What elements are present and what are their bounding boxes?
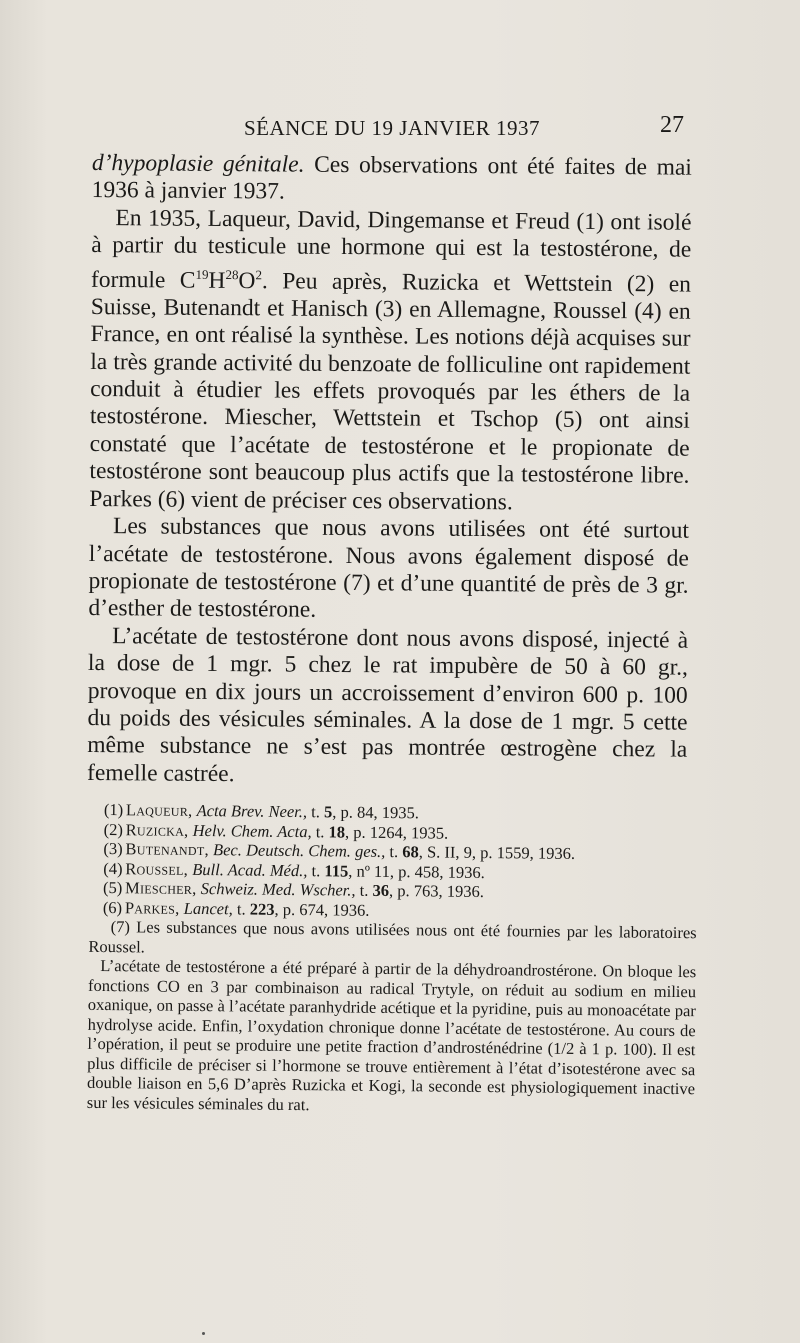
footnote-author: Laqueur, bbox=[125, 800, 193, 820]
footnote-7-first-paragraph bbox=[88, 917, 696, 962]
footnote-number: (4) bbox=[103, 858, 123, 878]
footnote-7 bbox=[86, 917, 697, 1118]
footnote-volume-prefix: t. bbox=[306, 802, 325, 822]
footnote-author: Miescher, bbox=[124, 878, 197, 898]
footnote-volume: 18 bbox=[328, 821, 346, 842]
footnote-author: Ruzicka, bbox=[125, 819, 189, 840]
footnote-rest: , p. 1264, 1935. bbox=[345, 822, 449, 843]
footnote-journal: Helv. Chem. Acta, bbox=[192, 820, 312, 841]
formula-sup-carbon: 19 bbox=[195, 266, 209, 282]
footnote-journal: Schweiz. Med. Wscher., bbox=[200, 879, 356, 900]
running-head: SÉANCE DU 19 JANVIER 1937 bbox=[244, 116, 540, 140]
footnote-author: Butenandt, bbox=[125, 839, 210, 860]
footnote-volume: 36 bbox=[372, 880, 390, 900]
footnote-journal: Acta Brev. Neer., bbox=[196, 800, 308, 822]
paragraph-1 bbox=[92, 150, 692, 210]
footnote-7-line: Les substances que nous avons utilisées nous ont été fournies par les laboratoires Roussel. bbox=[88, 917, 697, 956]
formula-sup-oxygen: 2 bbox=[255, 266, 263, 282]
paragraph-2-text-d: . Peu après, Ruzicka et Wettstein (2) en Suisse, Butenandt et Hanisch (3) en Allemagne, Roussel (4) en France, en ont réalisé la synthèse. Les notions déjà acquises sur la très grande activité du benzoate de folliculine ont rapidement conduit à étudier les effets provoqués par les éthers de la testostérone. Miescher, Wettstein et Tschop (5) ont ainsi constaté que l’acétate de testostérone et le propionate de testostérone sont beaucoup plus actifs que la testostérone libre. Parkes (6) vient de préciser ces observations. bbox=[89, 267, 692, 516]
footnote-7-paragraph: L’acétate de testostérone a été préparé à partir de la déhydroandrostérone. On bloque les fonctions CO en 3 par combinaison au radical Trytyle, on réduit au sodium en milieu oxanique, on passe à l’acétate paranhydride acétique et la pyridine, puis au monoacétate par hydrolyse acide. Enfin, l’oxydation chronique donne l’acétate de testostérone. Au cours de l’opération, il peut se produire une petite fraction d’androsténédrine (1/2 à 1 p. 100). Il est plus difficile de préciser si l’hormone se trouve entièrement à l’état d’isotestérone avec sa double liaison en 5,6 D’après Ruzicka et Kogi, la seconde est physiologiquement inactive sur les vésicules séminales du rat. bbox=[86, 955, 697, 1114]
paragraph-2 bbox=[89, 205, 691, 518]
page-header bbox=[92, 112, 684, 144]
footnote-number: (1) bbox=[103, 800, 124, 820]
footnote-journal: Bull. Acad. Méd., bbox=[192, 859, 308, 880]
footnote-journal: Bec. Deutsch. Chem. ges., bbox=[212, 840, 386, 861]
footnote-volume-prefix: t. bbox=[307, 860, 325, 880]
formula-o: O bbox=[238, 267, 256, 294]
footnotes bbox=[86, 800, 698, 1118]
italic-phrase: d’hypoplasie génitale. bbox=[91, 150, 305, 178]
footnote-number: (5) bbox=[102, 877, 123, 898]
print-speck bbox=[202, 1332, 205, 1335]
footnote-rest: , nº 11, p. 458, 1936. bbox=[348, 861, 485, 882]
footnote-author: Parkes, bbox=[124, 897, 180, 918]
formula-h: H bbox=[208, 267, 226, 294]
footnote-rest: , p. 674, 1936. bbox=[274, 899, 370, 920]
footnote-rest: , p. 763, 1936. bbox=[388, 880, 485, 901]
footnote-volume: 5 bbox=[323, 802, 333, 822]
paragraph-2-text-a: En 1935, Laqueur, David, Dingemanse et Freud (1) ont isolé à partir du testicule une hormone qui est la testostérone, de formule C bbox=[90, 204, 692, 294]
formula-sup-hydrogen: 28 bbox=[225, 266, 239, 282]
footnote-volume-prefix: t. bbox=[232, 898, 250, 919]
body-text bbox=[87, 150, 692, 792]
footnote-volume: 115 bbox=[324, 860, 349, 881]
footnote-volume-prefix: t. bbox=[385, 841, 403, 862]
footnote-volume-prefix: t. bbox=[355, 880, 373, 900]
paragraph-3: Les substances que nous avons utilisées ont été surtout l’acétate de testostérone. Nous avons également disposé de propionate de testostérone (7) et d’une quantité de près de 3 gr. d’esther de testostérone. bbox=[88, 513, 690, 624]
footnote-volume: 68 bbox=[402, 842, 419, 862]
footnote-journal: Lancet, bbox=[183, 898, 233, 918]
footnote-volume-prefix: t. bbox=[311, 821, 329, 841]
footnote-number: (7) bbox=[110, 917, 131, 937]
footnote-number: (6) bbox=[102, 897, 123, 917]
footnote-author: Roussel, bbox=[125, 858, 189, 879]
paragraph-4: L’acétate de testostérone dont nous avons disposé, injecté à la dose de 1 mgr. 5 chez le rat impubère de 50 à 60 gr., provoque en dix jours un accroissement d’environ 600 p. 100 du poids des vésicules séminales. A la dose de 1 mgr. 5 cette même substance ne s’est pas montrée œstrogène chez la femelle castrée. bbox=[87, 622, 689, 787]
page-number: 27 bbox=[660, 112, 684, 138]
footnote-rest: , S. II, 9, p. 1559, 1936. bbox=[418, 842, 576, 863]
footnote-volume: 223 bbox=[249, 899, 275, 919]
footnote-rest: , p. 84, 1935. bbox=[332, 802, 419, 823]
footnote-number: (2) bbox=[103, 819, 124, 839]
paragraph-1-text: Ces observations ont été faites de mai 1936 à janvier 1937. bbox=[91, 151, 692, 205]
footnote-number: (3) bbox=[103, 838, 123, 859]
